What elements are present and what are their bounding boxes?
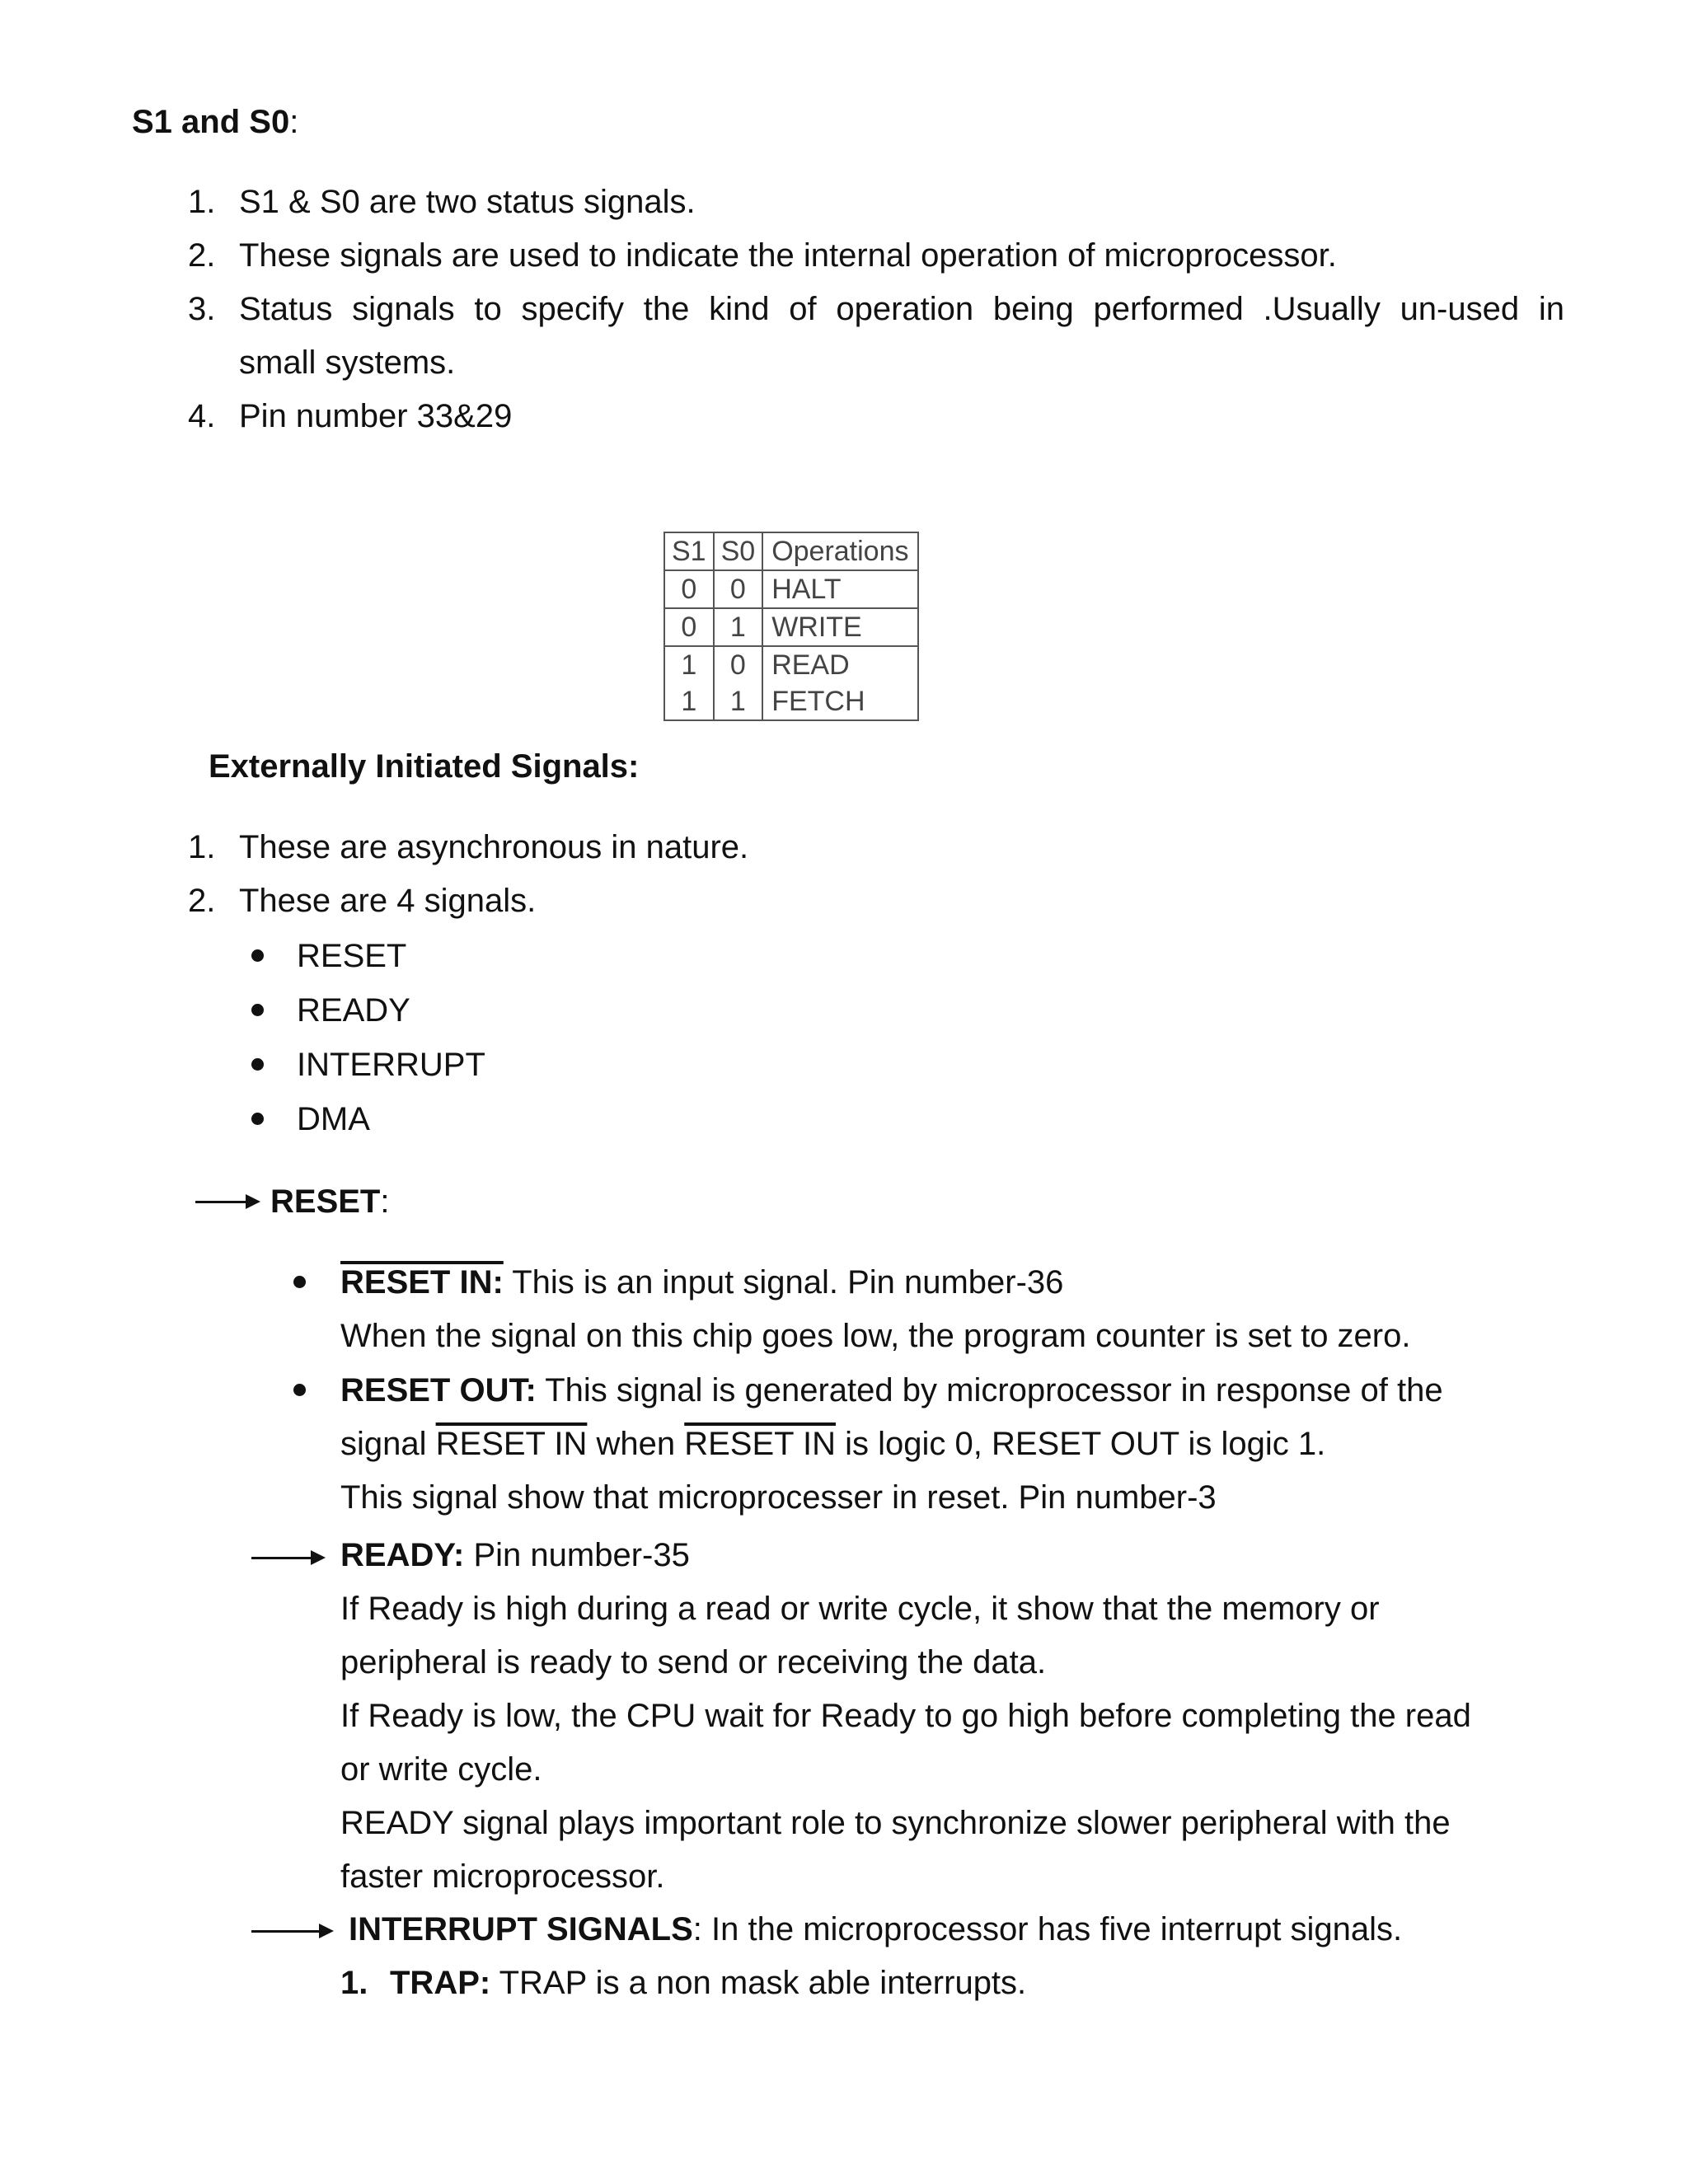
trap-label: TRAP: [390,1965,491,2001]
ready-desc-5: READY signal plays important role to synchronize slower peripheral with the [340,1805,1451,1841]
bullet-icon [251,1058,264,1071]
text-fragment: signal [340,1426,436,1462]
signal-bullet-reset: RESET [297,938,407,974]
table-header-cell: Operations [762,532,917,570]
reset-in-label: RESET IN: [340,1264,504,1301]
s1s0-heading [132,101,298,143]
table-header-cell: S1 [664,532,714,570]
table-row [664,570,918,608]
external-item-2 [188,880,536,921]
table-cell: 0 [664,608,714,646]
s1s0-item-4 [188,396,512,437]
reset-in-text: This is an input signal. Pin number-36 [503,1264,1064,1301]
list-number: 2. [188,237,216,274]
table-cell: HALT [762,570,917,608]
table-cell: 0 [714,646,763,683]
ready-desc-3: If Ready is low, the CPU wait for Ready to go high before completing the read [340,1698,1471,1734]
reset-in-overline-text: RESET IN [435,1426,588,1462]
ready-desc-2: peripheral is ready to send or receiving the data. [340,1644,1047,1680]
reset-out-line-3: This signal show that microprocesser in reset. Pin number-3 [340,1479,1217,1516]
table-cell: 0 [714,570,763,608]
table-cell: 1 [714,683,763,720]
table-row [664,646,918,683]
reset-out-line-2 [340,1423,1325,1465]
bullet-icon [251,1113,264,1125]
reset-heading-colon: : [380,1183,390,1220]
ready-desc-1: If Ready is high during a read or write cycle, it show that the memory or [340,1591,1380,1627]
table-header-cell: S0 [714,532,763,570]
ready-desc-6: faster microprocessor. [340,1858,665,1895]
external-heading: Externally Initiated Signals: [209,748,640,785]
s1s0-item-3 [188,288,1564,330]
bullet-icon [293,1384,306,1396]
ready-desc-4: or write cycle. [340,1751,542,1788]
s1s0-item-3-cont: small systems. [239,344,456,381]
reset-in-desc: When the signal on this chip goes low, the program counter is set to zero. [340,1318,1411,1354]
bullet-icon [251,1004,264,1016]
signal-bullet-ready: READY [297,992,410,1029]
right-arrow-icon [195,1201,257,1203]
list-text: S1 & S0 are two status signals. [239,184,696,220]
reset-heading-text: RESET [270,1183,381,1220]
interrupt-line [349,1909,1402,1950]
table-row [664,683,918,720]
s1s0-item-2 [188,235,1337,276]
list-text: Status signals to specify the kind of operation being performed .Usually un-used in [239,291,1564,327]
list-number: 3. [188,291,216,327]
text-fragment: is logic 0, RESET OUT is logic 1. [835,1426,1326,1462]
ready-label: READY: [340,1537,465,1573]
list-text: These are asynchronous in nature. [239,829,749,865]
ready-text: Pin number-35 [464,1537,690,1573]
list-text: Pin number 33&29 [239,398,513,434]
list-text: These are 4 signals. [239,883,537,919]
table-row [664,608,918,646]
list-text: These signals are used to indicate the internal operation of microprocessor. [239,237,1337,274]
table-cell: WRITE [762,608,917,646]
bullet-icon [293,1276,306,1288]
table-cell: 1 [664,646,714,683]
list-number: 2. [188,883,216,919]
signal-bullet-dma: DMA [297,1101,370,1137]
reset-out-line [340,1370,1443,1411]
table-cell: 1 [664,683,714,720]
list-number: 1. [188,184,216,220]
list-number: 4. [188,398,216,434]
signal-bullet-interrupt: INTERRUPT [297,1047,485,1083]
table-cell: 1 [714,608,763,646]
status-operations-table [663,532,919,721]
reset-in-line [340,1262,1063,1303]
table-cell: FETCH [762,683,917,720]
reset-heading [270,1181,389,1222]
s1s0-item-1 [188,181,696,223]
bullet-icon [251,949,264,962]
interrupt-text: : In the microprocessor has five interrupt signals. [692,1911,1403,1947]
table-header-row [664,532,918,570]
table-cell: READ [762,646,917,683]
table-cell: 0 [664,570,714,608]
external-item-1 [188,827,748,868]
reset-out-label: RESET OUT: [340,1372,537,1408]
trap-line [340,1962,1026,2004]
ready-line [340,1535,690,1576]
list-number: 1. [188,829,216,865]
text-fragment: when [587,1426,685,1462]
s1s0-heading-text: S1 and S0 [132,104,290,140]
trap-number: 1. [340,1965,368,2001]
interrupt-label: INTERRUPT SIGNALS [349,1911,693,1947]
right-arrow-icon [251,1930,331,1933]
reset-out-text: This signal is generated by microprocessor in response of the [536,1372,1443,1408]
right-arrow-icon [251,1557,322,1559]
trap-text: TRAP is a non mask able interrupts. [490,1965,1027,2001]
s1s0-heading-colon: : [289,104,299,140]
reset-in-overline-text: RESET IN [684,1426,836,1462]
